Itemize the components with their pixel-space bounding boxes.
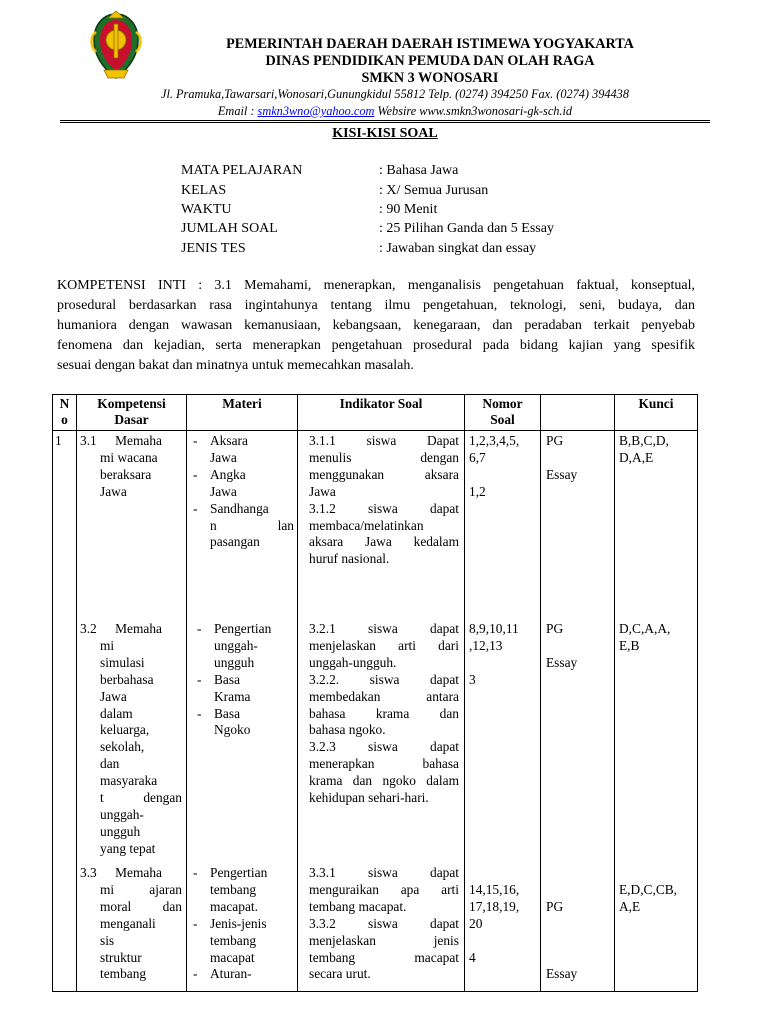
jenis-soal-line: Essay (546, 654, 578, 670)
kompetensi-dasar-line: tembang (100, 966, 147, 982)
kompetensi-inti-line: prosedural berdasarkan rasa ingintahunya tentang ilmu pengetahuan, teknologi, seni, budaya, dan (57, 298, 695, 313)
kompetensi-dasar-line: Jawa (100, 688, 127, 704)
kunci-line: D,A,E (619, 449, 654, 465)
header-kunci: Kunci (615, 395, 698, 431)
nomor-soal-line: 4 (469, 949, 476, 965)
row-number: 1 (55, 433, 62, 448)
kunci-line: A,E (619, 898, 641, 914)
materi-line: Sandhanga (210, 500, 269, 516)
email-link[interactable]: smkn3wno@yahoo.com (257, 104, 375, 118)
materi-line: Jawa (210, 449, 237, 465)
kompetensi-dasar-line: masyaraka (100, 773, 158, 789)
indikator-line: menguraikan apa arti (309, 881, 459, 897)
indikator-line: aksara Jawa kedalam (309, 534, 459, 550)
info-label: KELAS (181, 183, 227, 198)
kompetensi-dasar-line: berbahasa (100, 671, 154, 687)
jenis-soal-line: Essay (546, 966, 578, 982)
indikator-line: bahasa ngoko. (309, 722, 386, 738)
kunci-line: B,B,C,D, (619, 433, 669, 448)
kompetensi-dasar-line: menganali (100, 915, 156, 931)
info-label: JUMLAH SOAL (181, 221, 278, 236)
kompetensi-dasar-line: t dengan (100, 790, 182, 805)
materi-line: unggah- (214, 637, 258, 653)
jenis-soal-line: PG (546, 433, 564, 448)
indikator-line: menulis dengan (309, 449, 459, 465)
materi-line: Aturan- (210, 966, 252, 982)
table-row (53, 431, 698, 992)
nomor-soal-line: 6,7 (469, 449, 486, 465)
materi-bullet: - (197, 705, 202, 721)
email-label: Email : (217, 104, 258, 118)
header-nomor-soal: Nomor Soal (465, 395, 541, 431)
materi-line: macapat (210, 949, 255, 965)
kompetensi-dasar-line: dan (100, 756, 120, 772)
materi-line: macapat. (210, 898, 258, 914)
materi-line: Ngoko (214, 722, 251, 738)
nomor-soal-line: 1,2,3,4,5, (469, 433, 520, 448)
nomor-soal-line: 14,15,16, (469, 881, 520, 897)
header-no: N o (53, 395, 77, 431)
indikator-line: kehidupan sehari-hari. (309, 790, 429, 805)
kompetensi-dasar-line: mi (100, 637, 115, 653)
indikator-line: 3.1.2 siswa dapat (309, 500, 459, 516)
materi-line: pasangan (210, 534, 260, 550)
indikator-line: Jawa (309, 483, 336, 499)
materi-line: Jenis-jenis (210, 915, 267, 931)
indikator-line: menggunakan aksara (309, 466, 459, 482)
materi-line: ungguh (214, 654, 255, 670)
indikator-line: tembang macapat (309, 949, 459, 965)
indikator-line: menjelaskan jenis (309, 932, 459, 948)
nomor-soal-line: ,12,13 (469, 637, 503, 653)
kompetensi-dasar-line: beraksara (100, 466, 152, 482)
indikator-line: unggah-ungguh. (309, 654, 397, 670)
kompetensi-inti-line: sesuai dengan bakat dan minatnya untuk memecahkan masalah. (57, 358, 414, 373)
materi-bullet: - (193, 500, 198, 516)
info-label: MATA PELAJARAN (181, 163, 303, 178)
indikator-line: menerapkan bahasa (309, 756, 459, 772)
header-divider (60, 120, 710, 121)
header-address: Jl. Pramuka,Tawarsari,Wonosari,Gunungkidul 55812 Telp. (0274) 394250 Fax. (0274) 394438 (161, 87, 629, 101)
materi-bullet: - (193, 966, 198, 982)
header-divider-thin (60, 122, 710, 123)
kompetensi-dasar-line: mi ajaran (100, 881, 182, 897)
kompetensi-dasar-line: unggah- (100, 806, 144, 822)
table-header-row (53, 395, 698, 431)
indikator-line: membedakan antara (309, 688, 459, 704)
kompetensi-dasar-line: Jawa (100, 483, 127, 499)
materi-line: Pengertian (214, 621, 272, 636)
indikator-line: 3.3.2 siswa dapat (309, 915, 459, 931)
document-title: KISI-KISI SOAL (332, 126, 438, 141)
indikator-line: huruf nasional. (309, 551, 390, 567)
materi-line: Basa (214, 705, 241, 721)
kompetensi-dasar-line: moral dan (100, 898, 182, 914)
indikator-line: krama dan ngoko dalam (309, 773, 459, 789)
materi-line: tembang (210, 881, 257, 897)
kompetensi-dasar-line: 3.3 Memaha (80, 865, 162, 880)
kompetensi-dasar-line: simulasi (100, 654, 145, 670)
info-value: : Bahasa Jawa (379, 163, 459, 178)
kompetensi-dasar-line: mi wacana (100, 449, 158, 465)
indikator-line: bahasa krama dan (309, 705, 459, 721)
materi-line: Krama (214, 688, 251, 704)
materi-line: tembang (210, 932, 257, 948)
materi-bullet: - (197, 621, 202, 636)
header-line-1: PEMERINTAH DAERAH DAERAH ISTIMEWA YOGYAKARTA (226, 36, 634, 52)
info-value: : Jawaban singkat dan essay (379, 241, 537, 256)
materi-line: Jawa (210, 483, 237, 499)
info-value: : 25 Pilihan Ganda dan 5 Essay (379, 221, 554, 236)
nomor-soal-line: 17,18,19, (469, 898, 520, 914)
info-value: : X/ Semua Jurusan (379, 183, 489, 198)
kunci-line: E,D,C,CB, (619, 881, 678, 897)
materi-bullet: - (193, 865, 198, 880)
header-materi: Materi (187, 395, 298, 431)
kompetensi-dasar-line: sekolah, (100, 739, 145, 755)
header-jenis (541, 395, 615, 431)
jenis-soal-line: Essay (546, 466, 578, 482)
materi-line: Pengertian (210, 865, 268, 880)
materi-bullet: - (193, 915, 198, 931)
kunci-line: D,C,A,A, (619, 621, 671, 636)
jenis-soal-line: PG (546, 621, 564, 636)
indikator-line: 3.2.2. siswa dapat (309, 671, 459, 687)
header-indikator: Indikator Soal (298, 395, 465, 431)
kompetensi-dasar-line: 3.2 Memaha (80, 621, 162, 636)
kompetensi-dasar-line: yang tepat (100, 840, 156, 856)
header-kompetensi-dasar: Kompetensi Dasar (77, 395, 187, 431)
kompetensi-dasar-line: keluarga, (100, 722, 150, 738)
indikator-line: secara urut. (309, 966, 371, 982)
materi-bullet: - (197, 671, 202, 687)
materi-bullet: - (193, 466, 198, 482)
kompetensi-dasar-line: dalam (100, 705, 133, 721)
nomor-soal-line: 1,2 (469, 483, 486, 499)
nomor-soal-line: 20 (469, 915, 483, 931)
header-line-3: SMKN 3 WONOSARI (361, 70, 499, 86)
nomor-soal-line: 8,9,10,11 (469, 621, 519, 636)
materi-line: n lan (210, 517, 294, 533)
indikator-line: 3.2.3 siswa dapat (309, 739, 459, 755)
materi-line: Angka (210, 466, 246, 482)
materi-bullet: - (193, 433, 198, 448)
kunci-line: E,B (619, 637, 640, 653)
kompetensi-dasar-line: sis (100, 932, 115, 948)
indikator-line: membaca/melatinkan (309, 517, 424, 533)
kompetensi-dasar-line: ungguh (100, 823, 141, 839)
header-line-2: DINAS PENDIDIKAN PEMUDA DAN OLAH RAGA (265, 53, 595, 69)
kompetensi-dasar-line: 3.1 Memaha (80, 433, 162, 448)
info-label: WAKTU (181, 202, 232, 217)
header-contact (50, 104, 740, 119)
kompetensi-inti-line: fenomena dan kejadian, serta menerapkan pengetahuan prosedural pada bidang kajian yang spesifik (57, 338, 695, 353)
info-label: JENIS TES (181, 241, 246, 256)
kompetensi-inti-line: KOMPETENSI INTI : 3.1 Memahami, menerapkan, menganalisis pengetahuan faktual, konseptual, (57, 278, 695, 293)
indikator-line: 3.3.1 siswa dapat (309, 865, 459, 880)
indikator-line: tembang macapat. (309, 898, 407, 914)
materi-line: Basa (214, 671, 241, 687)
kompetensi-dasar-line: struktur (100, 949, 142, 965)
website-text: Websire www.smkn3wonosari-gk-sch.id (374, 104, 573, 118)
indikator-line: 3.1.1 siswa Dapat (309, 433, 459, 448)
indikator-line: menjelaskan arti dari (309, 637, 459, 653)
kisi-kisi-table (52, 394, 698, 992)
materi-line: Aksara (210, 433, 248, 448)
info-value: : 90 Menit (379, 202, 438, 217)
jenis-soal-line: PG (546, 898, 564, 914)
nomor-soal-line: 3 (469, 671, 476, 687)
kompetensi-inti-line: humaniora dengan wawasan kemanusiaan, kebangsaan, kenegaraan, dan peradaban terkait penyebab (57, 318, 695, 333)
indikator-line: 3.2.1 siswa dapat (309, 621, 459, 636)
